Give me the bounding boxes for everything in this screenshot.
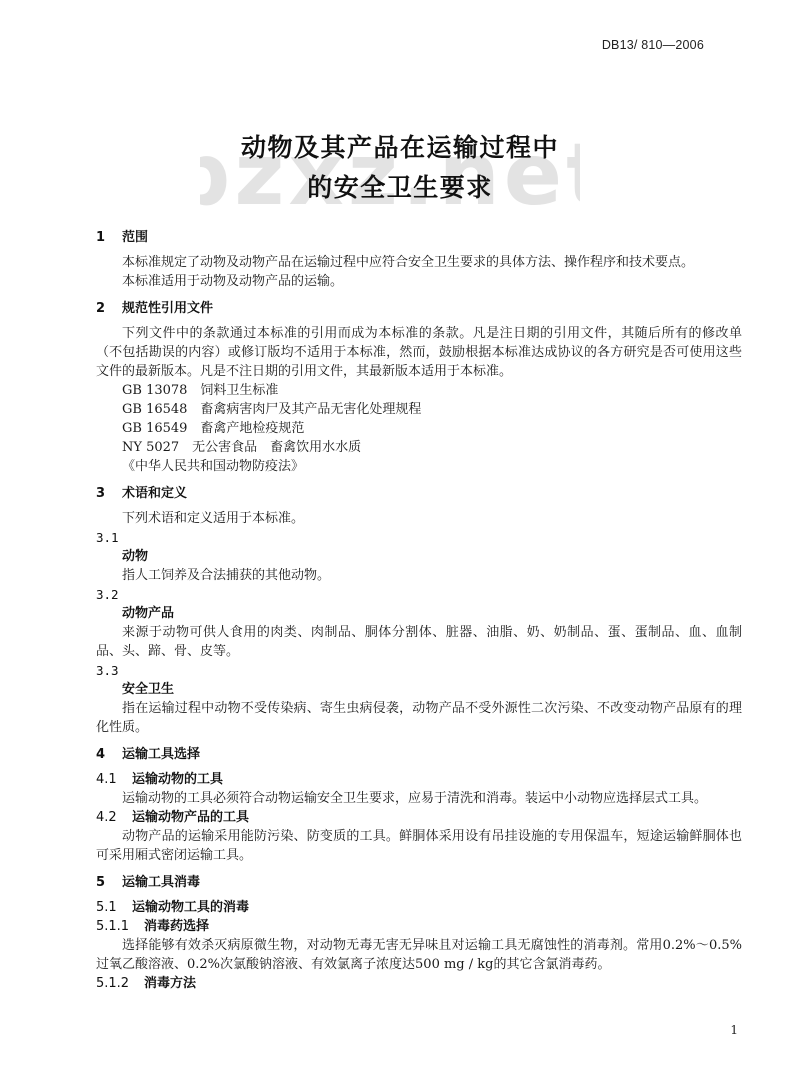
term-name: 安全卫生	[122, 682, 175, 697]
document-title	[0, 128, 800, 208]
paragraph: 选择能够有效杀灭病原微生物，对动物无毒无害无异味且对运输工具无腐蚀性的消毒剂。常用0.2%～0.5%过氧乙酸溶液、0.2%次氯酸钠溶液、有效氯离子浓度达500 mg / kg的其它含氯消毒药。	[96, 938, 742, 972]
term-number: 3.3	[96, 663, 119, 678]
subsection-heading: 4.2 运输动物产品的工具	[96, 810, 250, 825]
term-name: 动物	[122, 549, 149, 564]
paragraph: 下列文件中的条款通过本标准的引用而成为本标准的条款。凡是注日期的引用文件，其随后所有的修改单（不包括勘误的内容）或修订版均不适用于本标准，然而，鼓励根据本标准达成协议的各方研究是否可使用这些文件的最新版本。凡是不注日期的引用文件，其最新版本适用于本标准。	[96, 326, 742, 379]
section-heading-vehicle-selection: 4 运输工具选择	[96, 747, 201, 762]
subsection-heading: 5.1.1 消毒药选择	[96, 919, 210, 934]
term-definition: 来源于动物可供人食用的肉类、肉制品、胴体分割体、脏器、油脂、奶、奶制品、蛋、蛋制品、血、血制品、头、蹄、骨、皮等。	[96, 625, 742, 659]
section-heading-scope: 1 范围	[96, 230, 149, 245]
section-heading-references: 2 规范性引用文件	[96, 301, 214, 316]
title-line-1: 动物及其产品在运输过程中	[240, 133, 559, 162]
section-heading-vehicle-disinfection: 5 运输工具消毒	[96, 875, 201, 890]
document-body	[96, 226, 742, 993]
watermark-text: zxz.ne	[234, 132, 567, 216]
paragraph: 运输动物的工具必须符合动物运输安全卫生要求，应易于清洗和消毒。装运中小动物应选择层式工具。	[122, 791, 708, 806]
page-number: 1	[730, 1023, 738, 1037]
subsection-heading: 5.1.2 消毒方法	[96, 976, 197, 991]
paragraph: 动物产品的运输采用能防污染、防变质的工具。鲜胴体采用设有吊挂设施的专用保温车，短途运输鲜胴体也可采用厢式密闭运输工具。	[96, 829, 742, 863]
reference-item: GB 16548 畜禽病害肉尸及其产品无害化处理规程	[122, 402, 422, 417]
subsection-heading: 5.1 运输动物工具的消毒	[96, 900, 250, 915]
paragraph: 本标准规定了动物及动物产品在运输过程中应符合安全卫生要求的具体方法、操作程序和技术要点。	[122, 255, 695, 270]
term-number: 3.1	[96, 530, 119, 545]
reference-item: GB 16549 畜禽产地检疫规范	[122, 421, 305, 436]
reference-item: 《中华人民共和国动物防疫法》	[122, 459, 305, 474]
term-name: 动物产品	[122, 606, 175, 621]
term-definition: 指在运输过程中动物不受传染病、寄生虫病侵袭，动物产品不受外源性二次污染、不改变动物产品原有的理化性质。	[96, 701, 742, 735]
reference-item: NY 5027 无公害食品 畜禽饮用水水质	[122, 440, 362, 455]
paragraph: 下列术语和定义适用于本标准。	[122, 511, 305, 526]
section-heading-terms: 3 术语和定义	[96, 486, 188, 501]
standard-code: DB13/ 810—2006	[601, 38, 704, 52]
title-line-2: 的安全卫生要求	[307, 173, 493, 202]
term-definition: 指人工饲养及合法捕获的其他动物。	[122, 568, 331, 583]
paragraph: 本标准适用于动物及动物产品的运输。	[122, 274, 344, 289]
term-number: 3.2	[96, 587, 119, 602]
subsection-heading: 4.1 运输动物的工具	[96, 772, 224, 787]
reference-item: GB 13078 饲料卫生标准	[122, 383, 279, 398]
